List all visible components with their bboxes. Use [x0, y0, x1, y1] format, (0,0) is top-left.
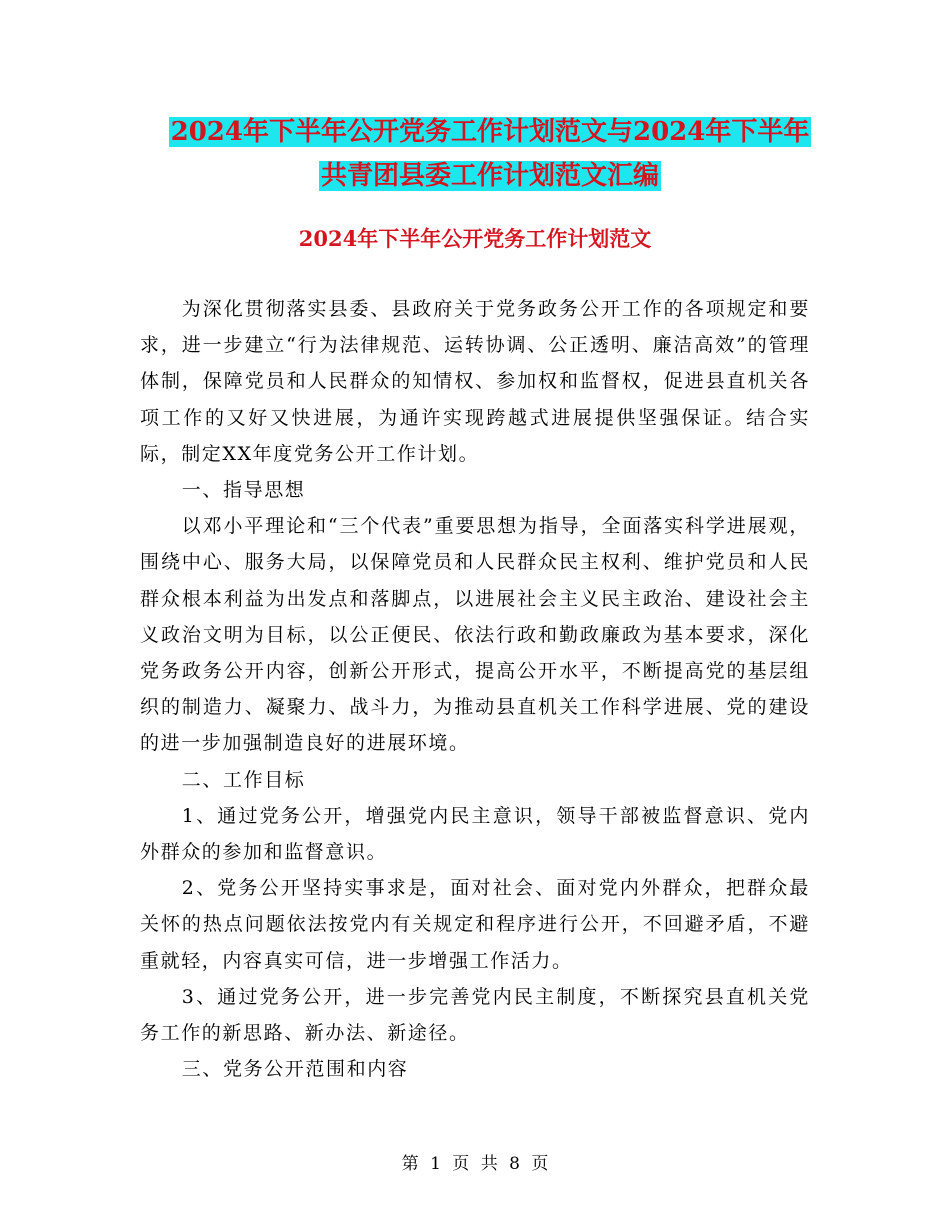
heading-scope-content: 三、党务公开范围和内容: [181, 1058, 409, 1081]
document-title: [140, 110, 840, 198]
document-title-line-2: 共青团县委工作计划范文汇编: [320, 161, 659, 191]
heading-work-goals: 二、工作目标: [181, 768, 306, 791]
paragraph-intro: 为深化贯彻落实县委、县政府关于党务政务公开工作的各项规定和要求，进一步建立“行为法律规范、运转协调、公正透明、廉洁高效”的管理体制，保障党员和人民群众的知情权、参加权和监督权，促进县直机关各项工作的又好又快进展，为通许实现跨越式进展提供坚强保证。结合实际，制定XX年度党务公开工作计划。: [140, 298, 810, 465]
paragraph-guiding-ideology: 以邓小平理论和“三个代表”重要思想为指导，全面落实科学进展观，围绕中心、服务大局，以保障党员和人民群众民主权利、维护党员和人民群众根本利益为出发点和落脚点，以进展社会主义民主政治、建设社会主义政治文明为目标，以公正便民、依法行政和勤政廉政为基本要求，深化党务政务公开内容，创新公开形式，提高公开水平，不断提高党的基层组织的制造力、凝聚力、战斗力，为推动县直机关工作科学进展、党的建设的进一步加强制造良好的进展环境。: [140, 515, 810, 755]
paragraph-goal-1: 1、通过党务公开，增强党内民主意识，领导干部被监督意识、党内外群众的参加和监督意识。: [140, 804, 810, 864]
paragraph-goal-2: 2、党务公开坚持实事求是，面对社会、面对党内外群众，把群众最关怀的热点问题依法按党内有关规定和程序进行公开，不回避矛盾，不避重就轻，内容真实可信，进一步增强工作活力。: [140, 877, 810, 972]
page-footer: 第 1 页 共 8 页: [401, 1154, 549, 1174]
heading-guiding-ideology: 一、指导思想: [181, 479, 306, 502]
paragraph-goal-3: 3、通过党务公开，进一步完善党内民主制度，不断探究县直机关党务工作的新思路、新办法、新途径。: [140, 985, 810, 1045]
section-title: 2024年下半年公开党务工作计划范文: [298, 226, 652, 251]
document-body: [140, 291, 810, 1087]
document-title-line-1: 2024年下半年公开党务工作计划范文与2024年下半年: [170, 117, 810, 147]
